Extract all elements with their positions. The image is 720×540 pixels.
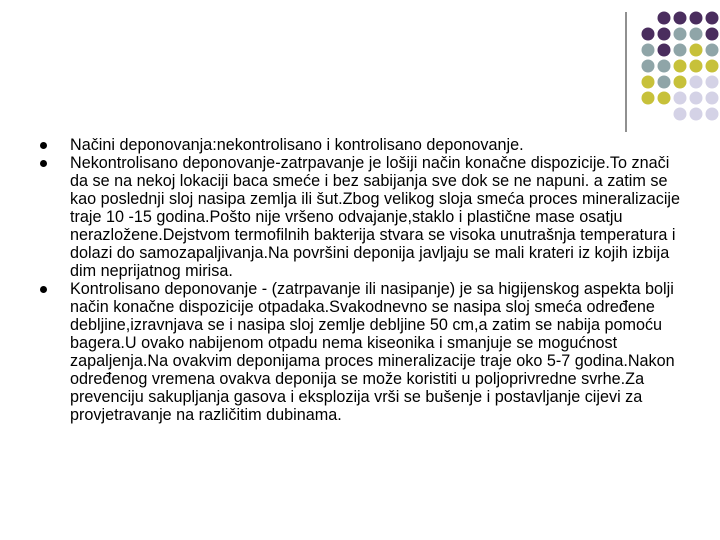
bullet-list: [40, 136, 690, 424]
decoration-dot: [658, 44, 671, 57]
decoration-dot: [690, 76, 703, 89]
decoration-dot: [674, 60, 687, 73]
decoration-dot: [674, 76, 687, 89]
decoration-dot: [690, 28, 703, 41]
bullet-item: [40, 154, 690, 280]
decoration-dot: [642, 92, 655, 105]
bullet-dot-icon: [40, 286, 47, 293]
decoration-dot: [642, 60, 655, 73]
bullet-item: [40, 136, 690, 154]
decoration-dot: [690, 60, 703, 73]
decoration-dot: [674, 28, 687, 41]
decoration-dot: [642, 76, 655, 89]
decoration-dot: [674, 12, 687, 25]
decoration-dot: [674, 44, 687, 57]
decoration-dot: [658, 60, 671, 73]
decoration-dot: [706, 44, 719, 57]
decoration-dot: [658, 76, 671, 89]
bullet-item: [40, 280, 690, 424]
decoration-dot: [690, 44, 703, 57]
decoration-dot: [658, 12, 671, 25]
bullet-text: Nekontrolisano deponovanje-zatrpavanje je lošiji način konačne dispozicije.To znači da se na nekoj lokaciji baca smeće i bez sabijanja sve dok se ne napuni. a zatim se kao poslednji sloj nasipa zemlja ili šut.Zbog velikog sloja smeća proces mineralizacije traje 10 -15 godina.Pošto nije vršeno odvajanje,staklo i plastične mase osatju nerazložene.Dejstvom termofilnih bakterija stvara se visoka unutrašnja temperatura i dolazi do samozapaljivanja.Na površini deponija javljaju se mali krateri iz kojih izbija dim neprijatnog mirisa.: [70, 154, 681, 280]
slide-content: [40, 136, 690, 424]
bullet-dot-icon: [40, 160, 47, 167]
decoration-dot: [706, 92, 719, 105]
decoration-dot: [690, 12, 703, 25]
decoration-dot: [658, 28, 671, 41]
decoration-dot: [674, 108, 687, 121]
decoration-dot: [658, 92, 671, 105]
decoration-dot: [642, 28, 655, 41]
dot-grid: [642, 12, 719, 121]
bullet-text: Kontrolisano deponovanje - (zatrpavanje ili nasipanje) je sa higijenskog aspekta bolji način konačne dispozicije otpadaka.Svakodnevno se nasipa sloj smeća određene debljine,izravnjava se i nasipa sloj zemlje debljine 50 cm,a zatim se nabija pomoću bagera.U ovako nabijenom otpadu nema kiseonika i smanjuje se mogućnost zapaljenja.Na ovakvim deponijama proces mineralizacije traje oko 5-7 godina.Nakon određenog vremena ovakva deponija se može koristiti u poljoprivredne svrhe.Za prevenciju sakupljanja gasova i eksplozija vrši se bušenje i postavljanje cijevi za provjetravanje na različitim dubinama.: [70, 280, 675, 424]
decoration-dot: [690, 92, 703, 105]
decoration-dot: [706, 76, 719, 89]
decoration-dot: [706, 60, 719, 73]
decoration-dot: [706, 108, 719, 121]
bullet-text: Načini deponovanja:nekontrolisano i kontrolisano deponovanje.: [70, 136, 524, 154]
decoration-dot: [674, 92, 687, 105]
decoration-dot: [642, 44, 655, 57]
decoration-dot: [706, 28, 719, 41]
decoration-dot: [706, 12, 719, 25]
decoration-dot: [690, 108, 703, 121]
bullet-dot-icon: [40, 142, 47, 149]
